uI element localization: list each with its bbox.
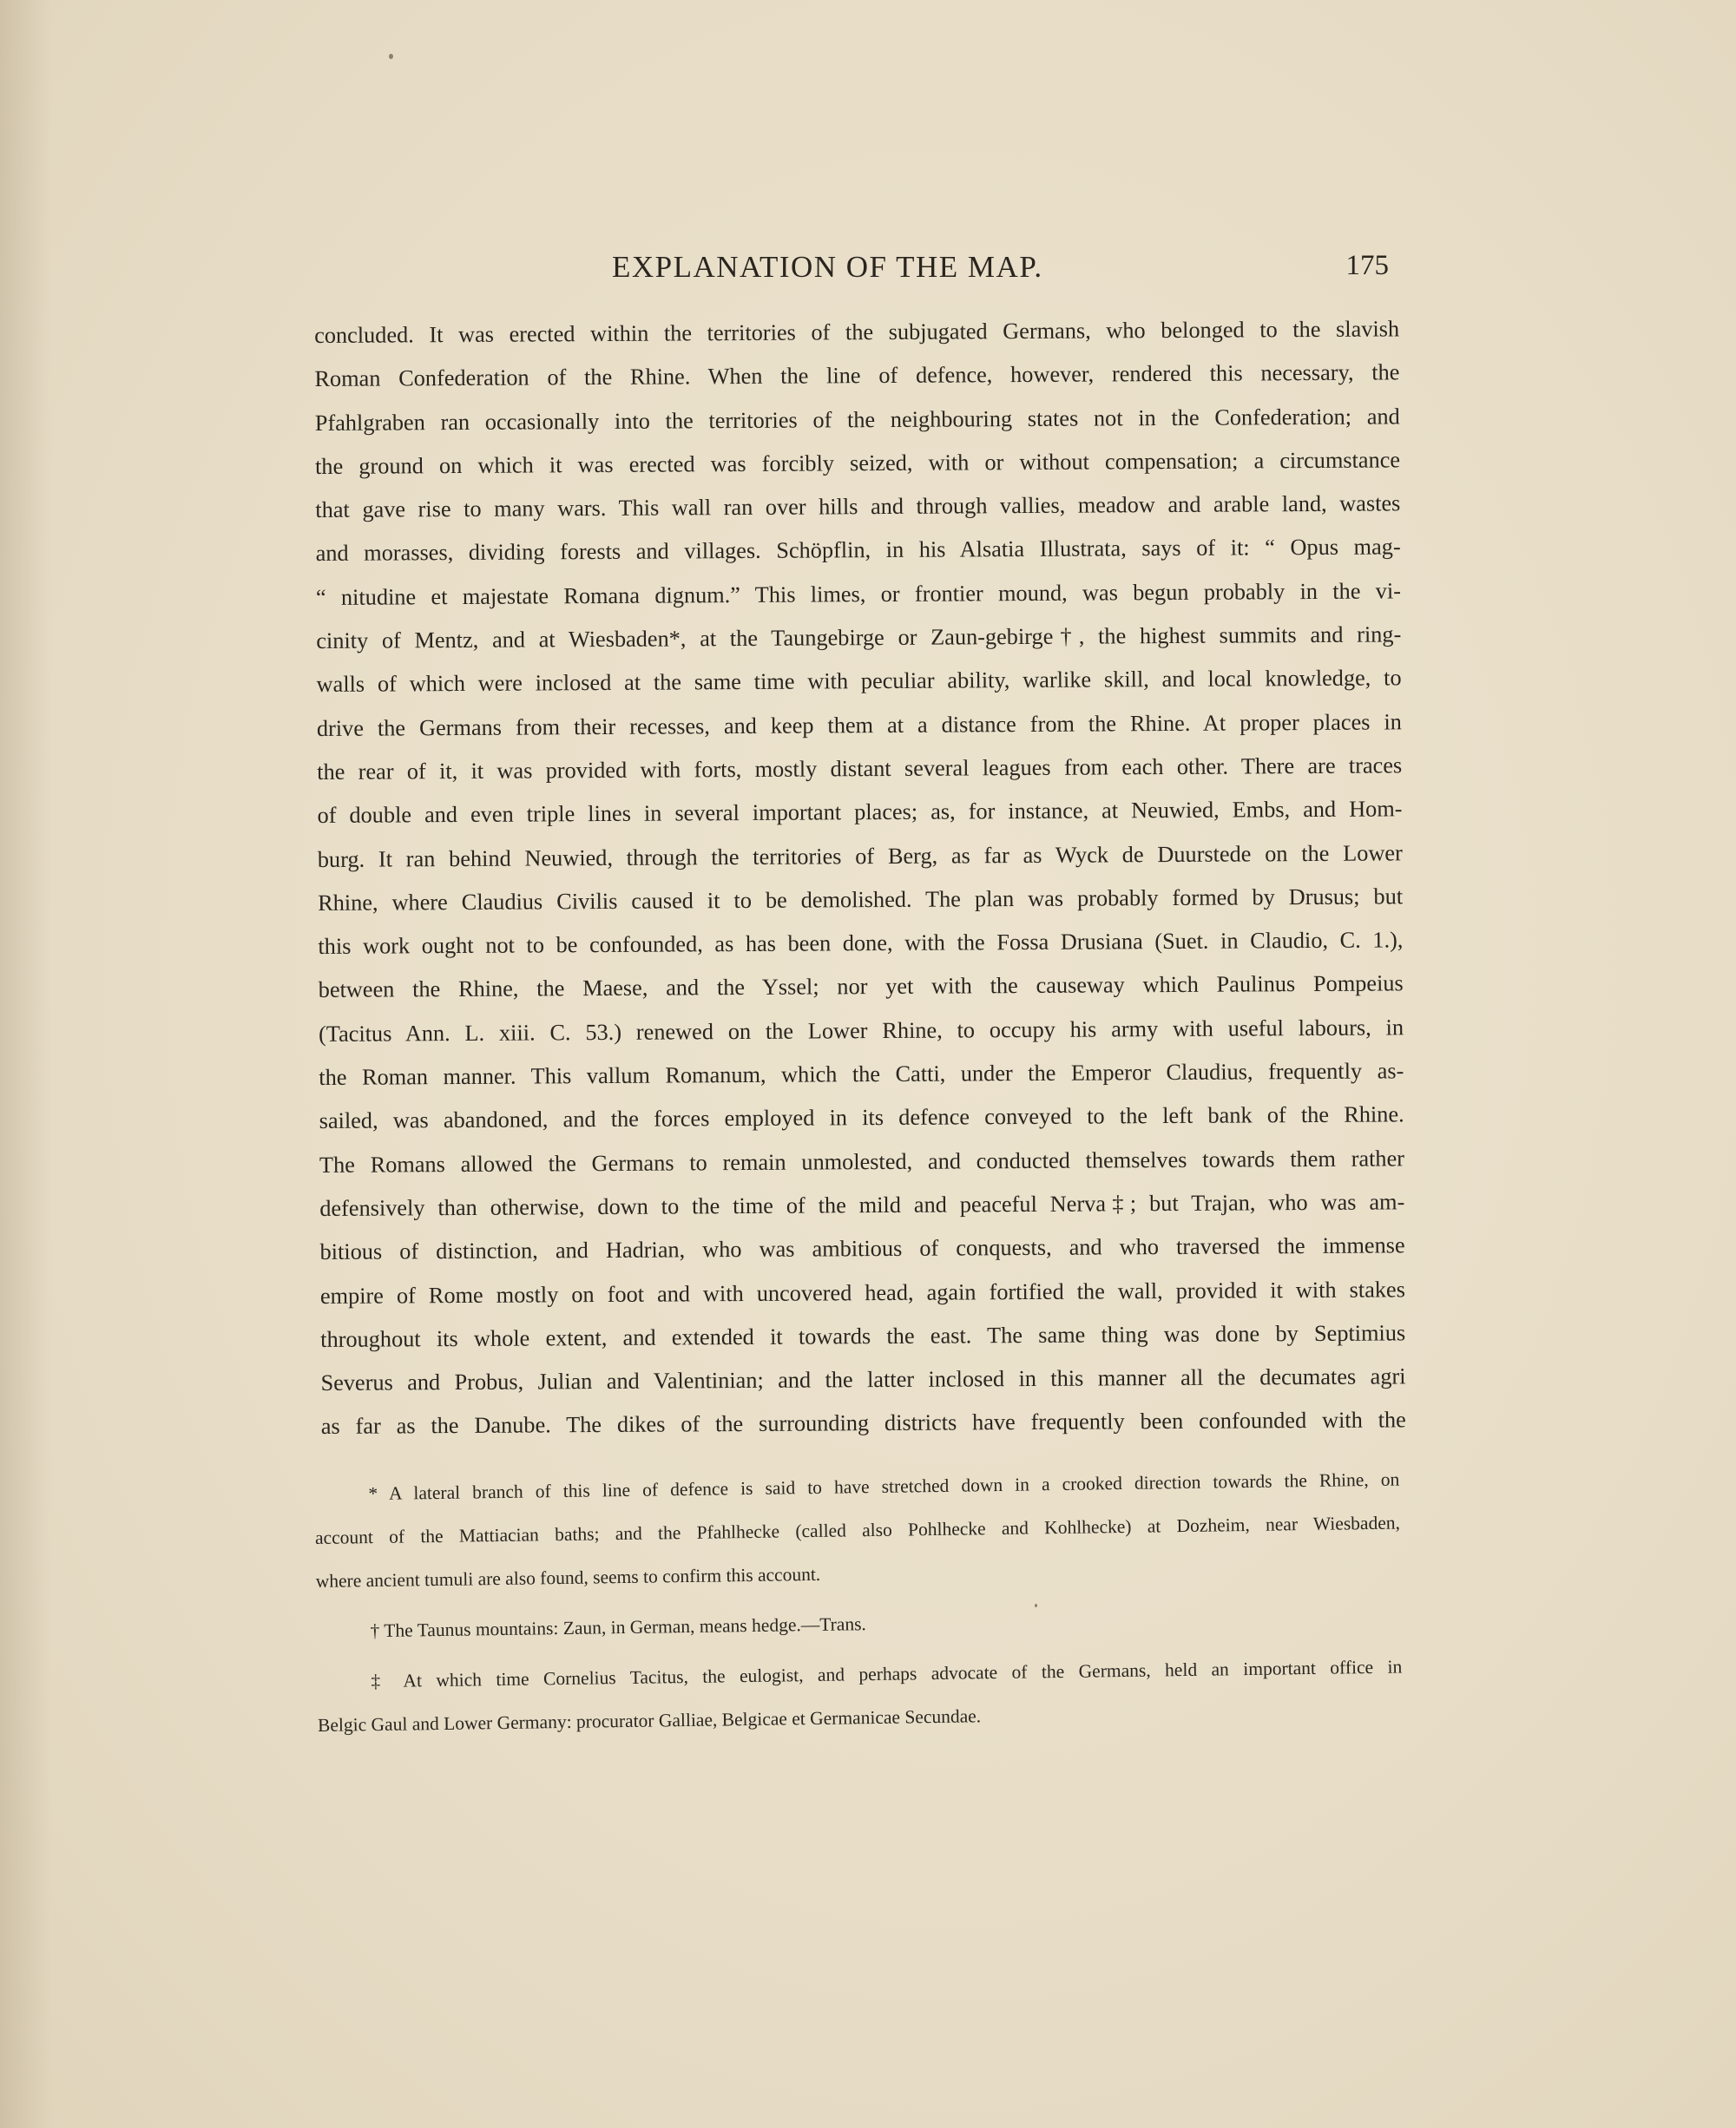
- body-line: sailed, was abandoned, and the forces employed in its defence conveyed to the left bank of the Rhine.: [319, 1101, 1404, 1134]
- body-line: concluded. It was erected within the territories of the subjugated Germans, who belonged to the slavish: [314, 316, 1400, 348]
- paper-speck: [389, 54, 393, 59]
- body-line: Roman Confederation of the Rhine. When the line of defence, however, rendered this necessary, the: [314, 359, 1400, 392]
- footnote-line: Belgic Gaul and Lower Germany: procurator Galliae, Belgicae et Germanicae Secundae.: [317, 1705, 982, 1736]
- body-line: bitious of distinction, and Hadrian, who was ambitious of conquests, and who traversed the immense: [319, 1232, 1405, 1265]
- body-line: of double and even triple lines in several important places; as, for instance, at Neuwied, Embs, and Hom-: [317, 796, 1403, 829]
- body-text: [314, 307, 1406, 1448]
- body-line: Severus and Probus, Julian and Valentinian; and the latter inclosed in this manner all the decumates agri: [320, 1363, 1406, 1396]
- footnote-line: † The Taunus mountains: Zaun, in German, means hedge.—Trans.: [370, 1613, 867, 1642]
- page-header-title: EXPLANATION OF THE MAP.: [612, 250, 1043, 284]
- body-line: burg. It ran behind Neuwied, through the territories of Berg, as far as Wyck de Duurstede on the Lower: [317, 839, 1403, 872]
- body-line: walls of which were inclosed at the same time with peculiar ability, warlike skill, and local knowledge, to: [316, 665, 1402, 698]
- footnote-line: * A lateral branch of this line of defence is said to have stretched down in a crooked direction towards the Rhine, on: [368, 1468, 1400, 1505]
- body-line: empire of Rome mostly on foot and with uncovered head, again fortified the wall, provided it with stakes: [319, 1276, 1405, 1309]
- body-line: cinity of Mentz, and at Wiesbaden*, at the Taungebirge or Zaun-gebirge†, the highest summits and ring-: [316, 621, 1402, 654]
- body-line: the ground on which it was erected was forcibly seized, with or without compensation; a circumstance: [314, 447, 1401, 479]
- footnote-line: account of the Mattiacian baths; and the Pfahlhecke (called also Pohlhecke and Kohlhecke) at Dozheim, near Wiesbaden,: [314, 1512, 1401, 1548]
- body-line: The Romans allowed the Germans to remain unmolested, and conducted themselves towards them rather: [319, 1145, 1405, 1178]
- body-line: Pfahlgraben ran occasionally into the territories of the neighbouring states not in the Confederation; and: [314, 403, 1400, 436]
- body-line: (Tacitus Ann. L. xiii. C. 53.) renewed on the Lower Rhine, to occupy his army with useful labours, in: [318, 1015, 1404, 1047]
- body-line: “ nitudine et majestate Romana dignum.” This limes, or frontier mound, was begun probably in the vi-: [315, 578, 1402, 610]
- body-line: as far as the Danube. The dikes of the surrounding districts have frequently been confounded with the: [320, 1407, 1406, 1440]
- body-line: drive the Germans from their recesses, and keep them at a distance from the Rhine. At proper places in: [316, 709, 1402, 741]
- body-line: this work ought not to be confounded, as has been done, with the Fossa Drusiana (Suet. in Claudio, C. 1.),: [318, 927, 1404, 960]
- footnote-line: where ancient tumuli are also found, seems to confirm this account.: [315, 1563, 821, 1592]
- footnote-asterisk: [314, 1458, 1401, 1603]
- gutter-shadow: [0, 0, 52, 2128]
- page-number: 175: [1345, 250, 1389, 281]
- body-line: and morasses, dividing forests and villages. Schöpflin, in his Alsatia Illustrata, says of it: “ Opus mag-: [315, 534, 1401, 567]
- body-line: defensively than otherwise, down to the time of the mild and peaceful Nerva‡; but Trajan, who was am-: [319, 1189, 1405, 1221]
- body-line: throughout its whole extent, and extended it towards the east. The same thing was done by Septimius: [320, 1320, 1406, 1352]
- body-line: the Roman manner. This vallum Romanum, which the Catti, under the Emperor Claudius, frequently as-: [319, 1058, 1404, 1091]
- running-header: [314, 250, 1399, 293]
- footnote-double-dagger: [317, 1645, 1403, 1747]
- footnotes: [314, 1458, 1403, 1747]
- body-line: between the Rhine, the Maese, and the Yssel; nor yet with the causeway which Paulinus Pompeius: [318, 970, 1404, 1003]
- body-line: the rear of it, it was provided with forts, mostly distant several leagues from each other. There are traces: [317, 752, 1403, 785]
- body-line: Rhine, where Claudius Civilis caused it to be demolished. The plan was probably formed by Drusus; but: [318, 883, 1404, 916]
- body-line: that gave rise to many wars. This wall ran over hills and through vallies, meadow and arable land, wastes: [315, 490, 1401, 523]
- footnote-line: ‡ At which time Cornelius Tacitus, the eulogist, and perhaps advocate of the Germans, held an important office in: [371, 1656, 1403, 1692]
